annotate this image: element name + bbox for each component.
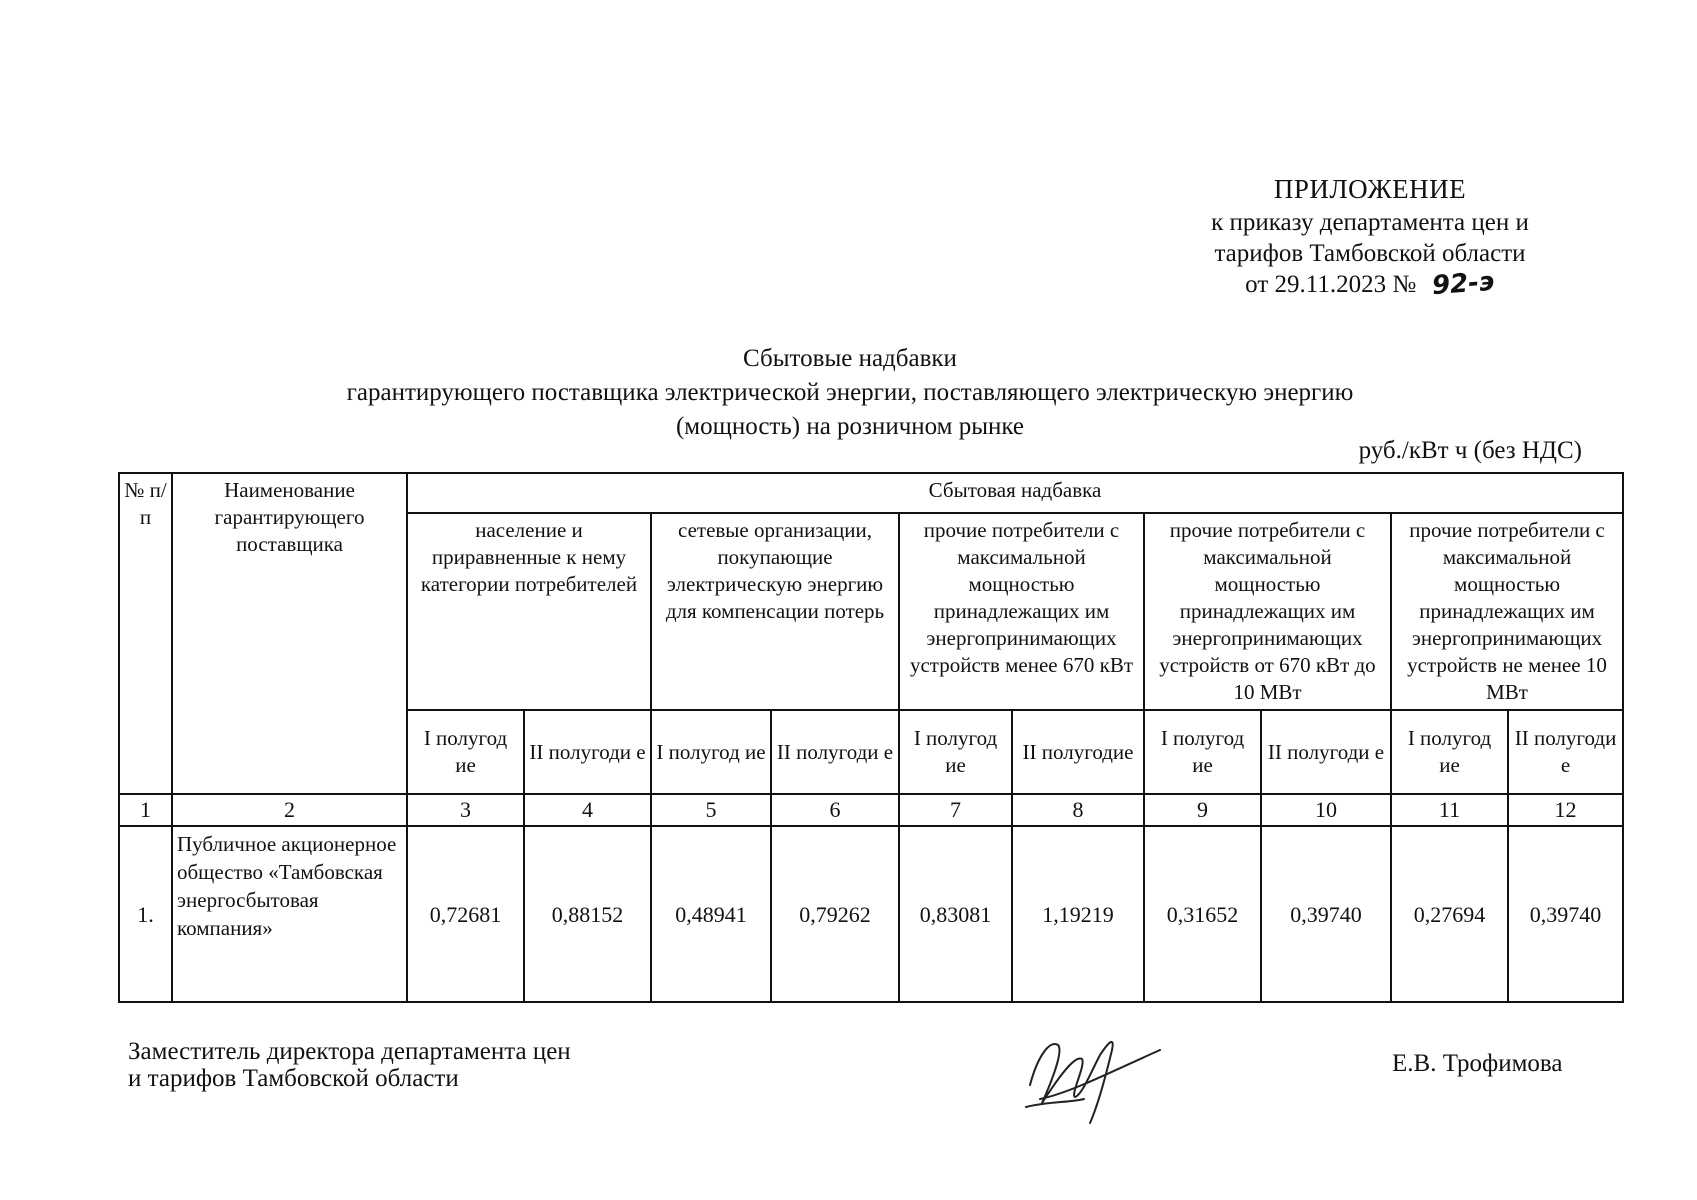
header-category-5: прочие потребители с максимальной мощностью принадлежащих им энергопринимающих устройств не менее 10 МВт xyxy=(1391,513,1623,710)
tariff-value: 0,72681 xyxy=(407,826,524,1002)
column-number: 10 xyxy=(1261,794,1391,826)
header-period: I полугод ие xyxy=(899,710,1012,794)
header-num: № п/п xyxy=(119,473,172,794)
appendix-line-1: к приказу департамента цен и xyxy=(1211,209,1529,236)
document-title xyxy=(250,342,1450,444)
tariff-value: 0,48941 xyxy=(651,826,771,1002)
handwritten-order-number: 92-э xyxy=(1431,266,1496,302)
signer-position-line-1: Заместитель директора департамента цен xyxy=(128,1038,571,1065)
header-period: II полугоди е xyxy=(771,710,899,794)
column-number: 1 xyxy=(119,794,172,826)
tariff-value: 0,83081 xyxy=(899,826,1012,1002)
column-number: 5 xyxy=(651,794,771,826)
tariff-value: 0,31652 xyxy=(1144,826,1261,1002)
header-category-4: прочие потребители с максимальной мощностью принадлежащих им энергопринимающих устройств от 670 кВт до 10 МВт xyxy=(1144,513,1391,710)
tariff-value: 0,27694 xyxy=(1391,826,1508,1002)
header-category-3: прочие потребители с максимальной мощностью принадлежащих им энергопринимающих устройств менее 670 кВт xyxy=(899,513,1144,710)
appendix-header xyxy=(1180,174,1560,300)
appendix-line-2: тарифов Тамбовской области xyxy=(1214,240,1526,267)
column-number: 9 xyxy=(1144,794,1261,826)
header-period: I полугод ие xyxy=(407,710,524,794)
table-row xyxy=(119,826,1623,1002)
header-group: Сбытовая надбавка xyxy=(407,473,1623,513)
header-period: I полугод ие xyxy=(1144,710,1261,794)
units-label: руб./кВт ч (без НДС) xyxy=(1358,437,1582,464)
header-period: II полугоди е xyxy=(1508,710,1623,794)
header-period: II полугоди е xyxy=(524,710,651,794)
document-title-line-2: гарантирующего поставщика электрической энергии, поставляющего электрическую энергию xyxy=(346,379,1354,406)
header-category-1: население и приравненные к нему категории потребителей xyxy=(407,513,651,710)
column-number: 6 xyxy=(771,794,899,826)
appendix-date-line xyxy=(1180,266,1560,302)
header-supplier-name: Наименование гарантирующего поставщика xyxy=(172,473,407,794)
header-period: II полугодие xyxy=(1012,710,1144,794)
tariff-table xyxy=(118,472,1624,1003)
column-number: 7 xyxy=(899,794,1012,826)
supplier-name: Публичное акционерное общество «Тамбовская энергосбытовая компания» xyxy=(172,826,407,1002)
column-number: 4 xyxy=(524,794,651,826)
tariff-value: 0,79262 xyxy=(771,826,899,1002)
tariff-value: 1,19219 xyxy=(1012,826,1144,1002)
header-category-2: сетевые организации, покупающие электрическую энергию для компенсации потерь xyxy=(651,513,899,710)
document-title-line-1: Сбытовые надбавки xyxy=(743,345,957,372)
row-number: 1. xyxy=(119,826,172,1002)
column-number: 3 xyxy=(407,794,524,826)
column-number: 8 xyxy=(1012,794,1144,826)
tariff-value: 0,39740 xyxy=(1508,826,1623,1002)
document-title-line-3: (мощность) на розничном рынке xyxy=(675,413,1025,440)
tariff-value: 0,39740 xyxy=(1261,826,1391,1002)
handwritten-signature xyxy=(1020,1015,1170,1130)
column-number: 12 xyxy=(1508,794,1623,826)
appendix-title: ПРИЛОЖЕНИЕ xyxy=(1273,174,1467,204)
appendix-date: от 29.11.2023 № xyxy=(1245,271,1417,298)
signer-name: Е.В. Трофимова xyxy=(1392,1050,1563,1077)
header-period: II полугоди е xyxy=(1261,710,1391,794)
signer-position-line-2: и тарифов Тамбовской области xyxy=(128,1065,459,1092)
signer-position xyxy=(128,1038,571,1092)
header-row-1 xyxy=(119,473,1623,513)
column-number-row xyxy=(119,794,1623,826)
tariff-value: 0,88152 xyxy=(524,826,651,1002)
header-period: I полугод ие xyxy=(1391,710,1508,794)
column-number: 11 xyxy=(1391,794,1508,826)
header-period: I полугод ие xyxy=(651,710,771,794)
column-number: 2 xyxy=(172,794,407,826)
